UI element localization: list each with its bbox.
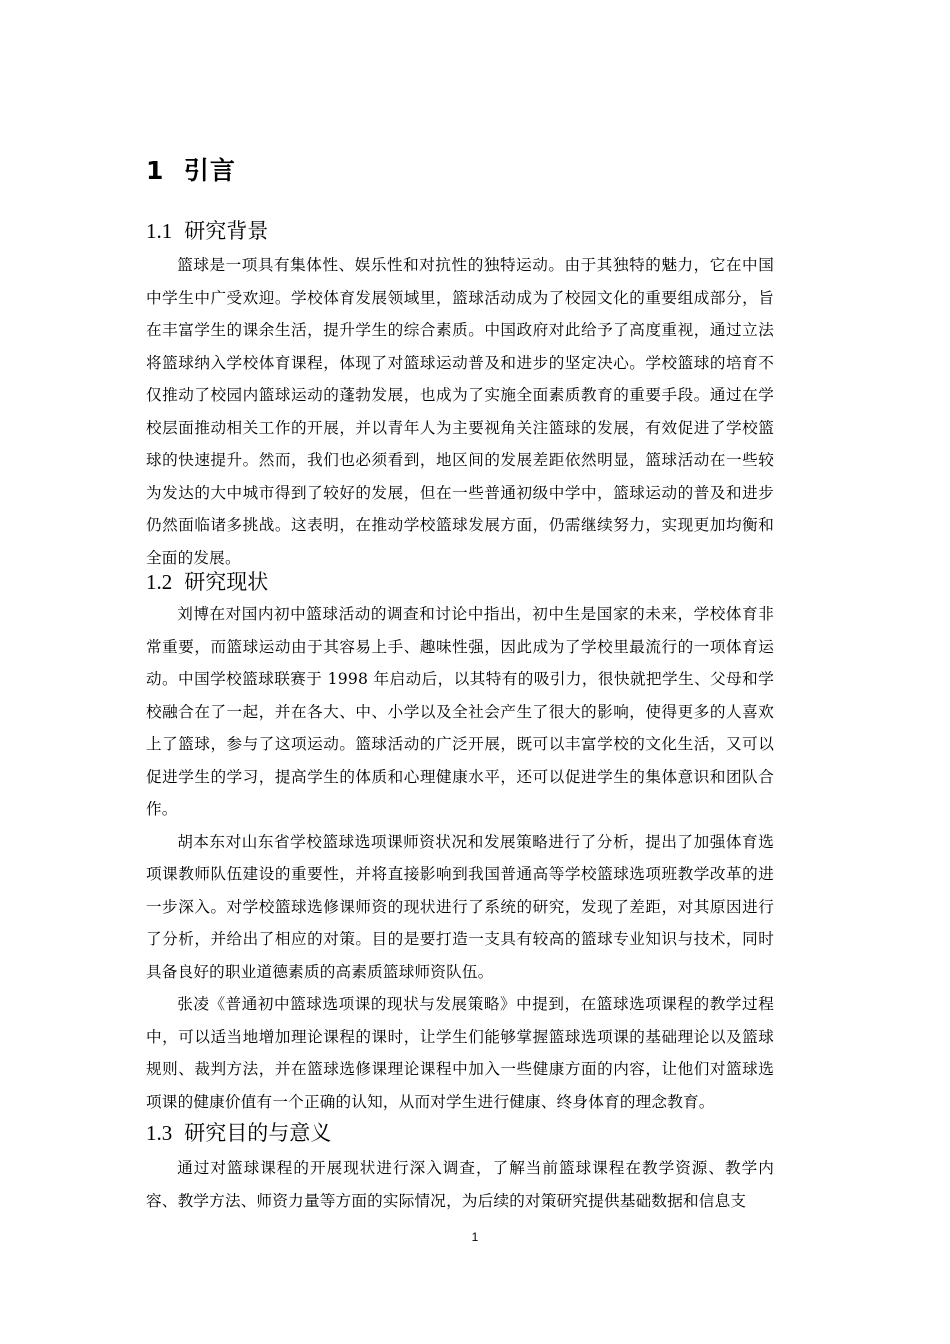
section-heading-purpose [146,1118,331,1148]
paragraph: 刘博在对国内初中篮球活动的调查和讨论中指出，初中生是国家的未来，学校体育非常重要，而篮球运动由于其容易上手、趣味性强，因此成为了学校里最流行的一项体育运动。中国学校篮球联赛于 1998 年启动后，以其特有的吸引力，很快就把学生、父母和学校融合在了一起，并在各大、中、小学以及全社会产生了很大的影响，使得更多的人喜欢上了篮球，参与了这项运动。篮球活动的广泛开展，既可以丰富学校的文化生活，又可以促进学生的学习，提高学生的体质和心理健康水平，还可以促进学生的集体意识和团队合作。 [146,605,774,818]
paragraph: 张凌《普通初中篮球选项课的现状与发展策略》中提到，在篮球选项课程的教学过程中，可以适当地增加理论课程的课时，让学生们能够掌握篮球选项课的基础理论以及篮球规则、裁判方法，并在篮球选修课理论课程中加入一些健康方面的内容，让他们对篮球选项课的健康价值有一个正确的认知，从而对学生进行健康、终身体育的理念教育。 [146,995,774,1111]
section-number: 1.1 [146,219,173,243]
section-body-purpose [146,1152,774,1217]
chapter-title [146,154,236,188]
section-title: 研究现状 [184,570,269,594]
section-heading-background [146,216,268,246]
section-number: 1.3 [146,1121,173,1145]
section-body-background [146,249,774,574]
section-body-status [146,598,774,1118]
chapter-title-text: 引言 [183,156,236,185]
chapter-number: 1 [146,156,165,185]
section-heading-status [146,567,268,597]
section-number: 1.2 [146,570,173,594]
paragraph: 篮球是一项具有集体性、娱乐性和对抗性的独特运动。由于其独特的魅力，它在中国中学生中广受欢迎。学校体育发展领域里，篮球活动成为了校园文化的重要组成部分，旨在丰富学生的课余生活，提升学生的综合素质。中国政府对此给予了高度重视，通过立法将篮球纳入学校体育课程，体现了对篮球运动普及和进步的坚定决心。学校篮球的培育不仅推动了校园内篮球运动的蓬勃发展，也成为了实施全面素质教育的重要手段。通过在学校层面推动相关工作的开展，并以青年人为主要视角关注篮球的发展，有效促进了学校篮球的快速提升。然而，我们也必须看到，地区间的发展差距依然明显，篮球活动在一些较为发达的大中城市得到了较好的发展，但在一些普通初级中学中，篮球运动的普及和进步仍然面临诸多挑战。这表明，在推动学校篮球发展方面，仍需继续努力，实现更加均衡和全面的发展。 [146,256,774,567]
section-title: 研究目的与意义 [184,1121,332,1145]
paragraph: 通过对篮球课程的开展现状进行深入调查，了解当前篮球课程在教学资源、教学内容、教学方法、师资力量等方面的实际情况，为后续的对策研究提供基础数据和信息支 [146,1159,774,1210]
paragraph: 胡本东对山东省学校篮球选项课师资状况和发展策略进行了分析，提出了加强体育选项课教师队伍建设的重要性，并将直接影响到我国普通高等学校篮球选项班教学改革的进一步深入。对学校篮球选修课师资的现状进行了系统的研究，发现了差距，对其原因进行了分析，并给出了相应的对策。目的是要打造一支具有较高的篮球专业知识与技术，同时具备良好的职业道德素质的高素质篮球师资队伍。 [146,832,774,981]
page-number: 1 [471,1230,479,1244]
section-title: 研究背景 [184,219,269,243]
